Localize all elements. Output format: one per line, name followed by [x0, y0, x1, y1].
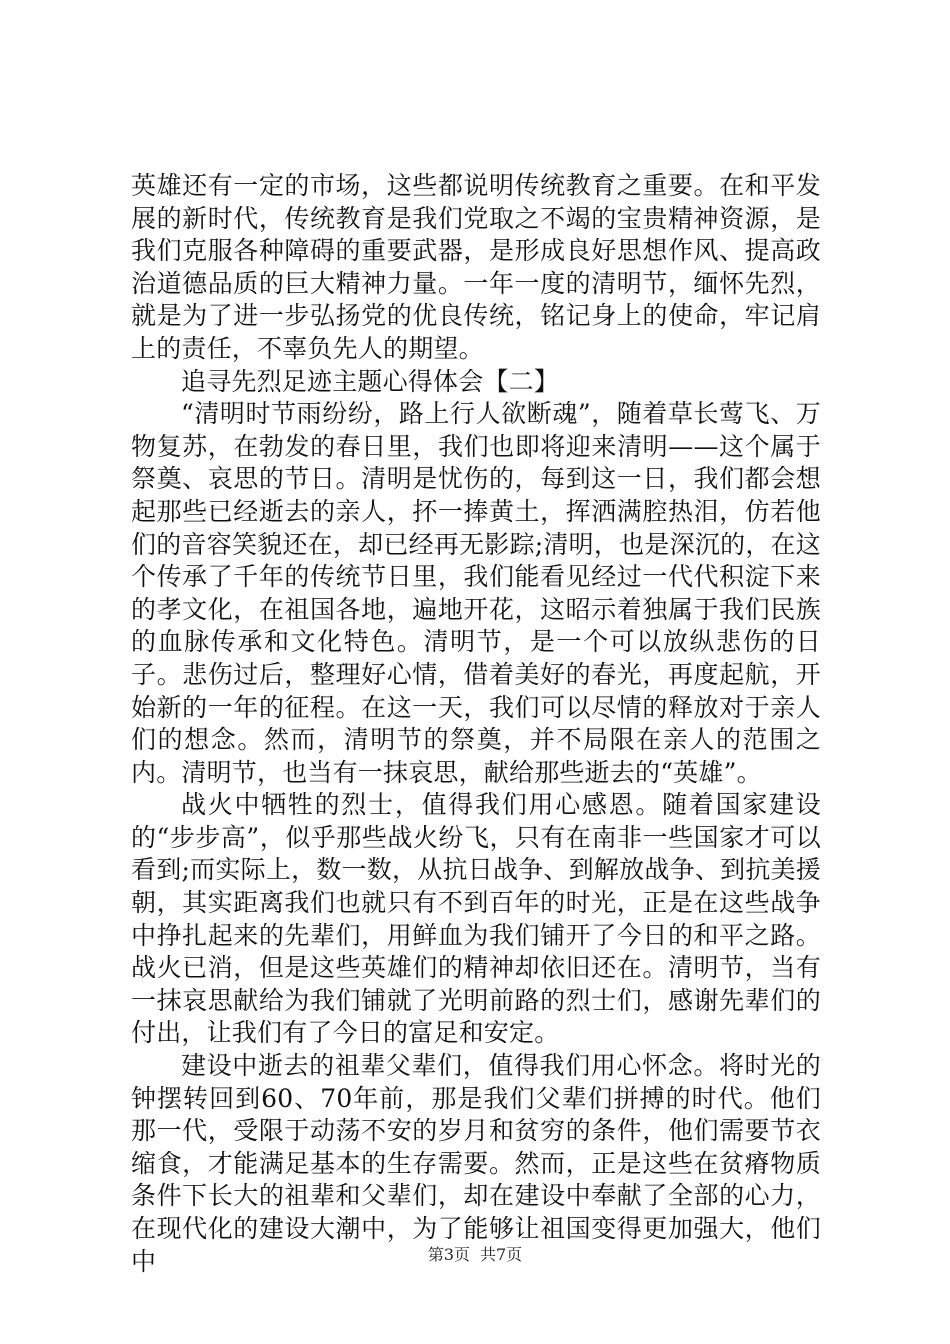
- paragraph-4: 建设中逝去的祖辈父辈们，值得我们用心怀念。将时光的钟摆转回到60、70年前，那是我们父辈们拼搏的时代。他们那一代，受限于动荡不安的岁月和贫穷的条件，他们需要节衣缩食，才能满足基本的生存需要。然而，正是这些在贫瘠物质条件下长大的祖辈和父辈们，却在建设中奉献了全部的心力，在现代化的建设大潮中，为了能够让祖国变得更加强大，他们中: [131, 1051, 821, 1276]
- paragraph-1: 英雄还有一定的市场，这些都说明传统教育之重要。在和平发展的新时代，传统教育是我们党取之不竭的宝贵精神资源，是我们克服各种障碍的重要武器，是形成良好思想作风、提高政治道德品质的巨大精神力量。一年一度的清明节，缅怀先烈，就是为了进一步弘扬党的优良传统，铭记身上的使命，牢记肩上的责任，不辜负先人的期望。: [131, 171, 821, 363]
- page-footer: [0, 1245, 950, 1265]
- page-number: 第3页: [427, 1245, 470, 1264]
- paragraph-2: “清明时节雨纷纷，路上行人欲断魂”，随着草长莺飞、万物复苏，在勃发的春日里，我们也即将迎来清明——这个属于祭奠、哀思的节日。清明是忧伤的，每到这一日，我们都会想起那些已经逝去的亲人，抔一捧黄土，挥洒满腔热泪，仿若他们的音容笑貌还在，却已经再无影踪;清明，也是深沉的，在这个传承了千年的传统节日里，我们能看见经过一代代积淀下来的孝文化，在祖国各地，遍地开花，这昭示着独属于我们民族的血脉传承和文化特色。清明节，是一个可以放纵悲伤的日子。悲伤过后，整理好心情，借着美好的春光，再度起航，开始新的一年的征程。在这一天，我们可以尽情的释放对于亲人们的想念。然而，清明节的祭奠，并不局限在亲人的范围之内。清明节，也当有一抹哀思，献给那些逝去的“英雄”。: [131, 399, 821, 787]
- page-total: 共7页: [480, 1245, 523, 1264]
- paragraph-3: 战火中牺牲的烈士，值得我们用心感恩。随着国家建设的“步步高”，似乎那些战火纷飞，只有在南非一些国家才可以看到;而实际上，数一数，从抗日战争、到解放战争、到抗美援朝，其实距离我们也就只有不到百年的时光，正是在这些战争中挣扎起来的先辈们，用鲜血为我们铺开了今日的和平之路。战火已消，但是这些英雄们的精神却依旧还在。清明节，当有一抹哀思献给为我们铺就了光明前路的烈士们，感谢先辈们的付出，让我们有了今日的富足和安定。: [131, 790, 821, 1048]
- section-heading: 追寻先烈足迹主题心得体会【二】: [181, 366, 560, 396]
- document-body: [131, 170, 821, 1278]
